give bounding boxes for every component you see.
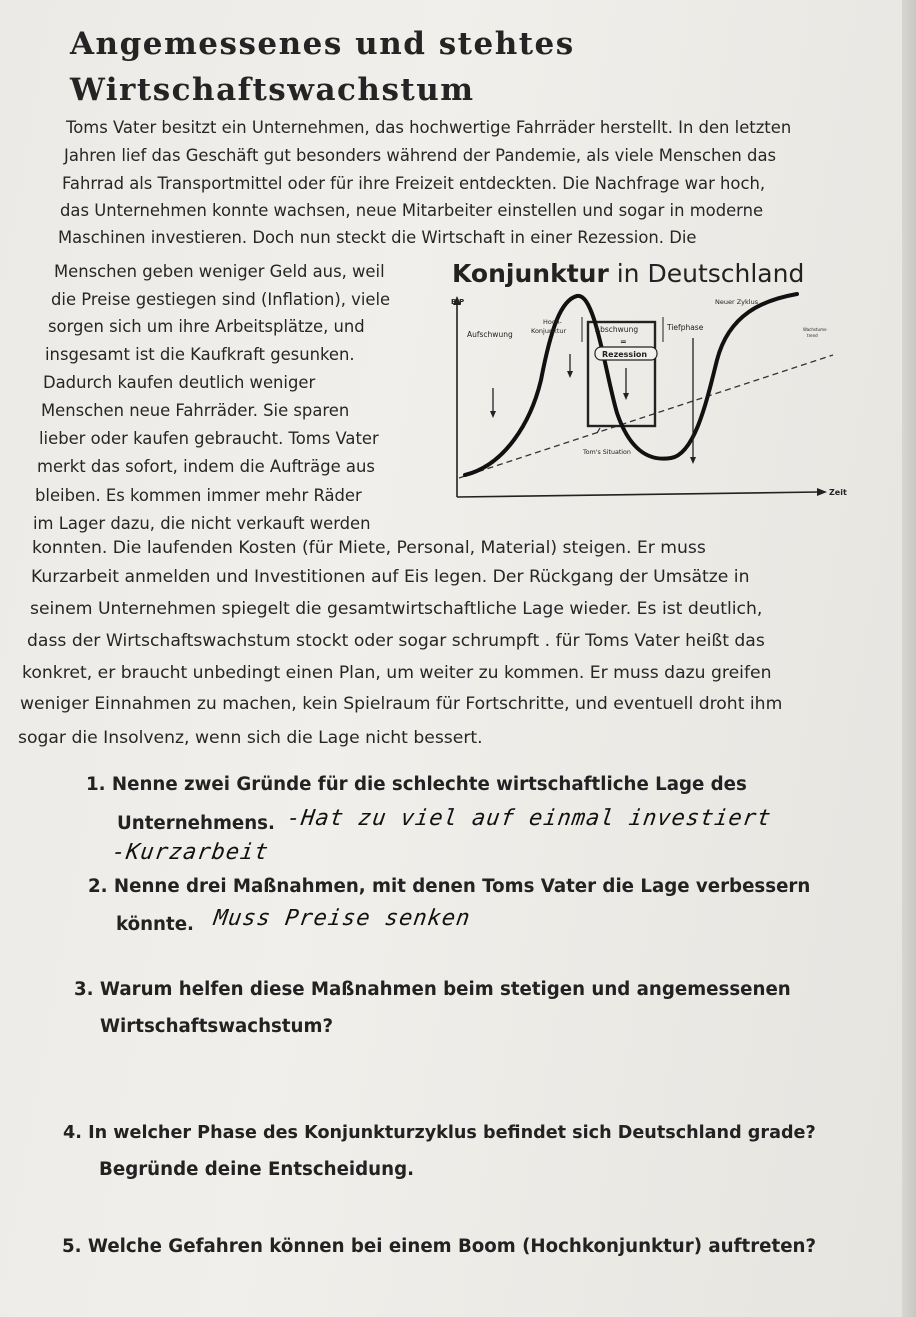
question-1-line-2: Unternehmens.: [117, 813, 275, 834]
paragraph-line: Jahren lief das Geschäft gut besonders während der Pandemie, als viele Menschen das: [64, 146, 777, 165]
chart-title: [452, 259, 804, 288]
phase-arrow-head: [490, 411, 496, 418]
page-shadow-edge: [902, 0, 916, 1317]
paragraph-line: bleiben. Es kommen immer mehr Räder: [35, 486, 362, 505]
phase-label-hoch-2: Konjunktur: [531, 327, 567, 335]
question-number: 2.: [88, 876, 108, 897]
x-axis-arrow: [817, 488, 827, 496]
business-cycle-chart: [445, 290, 845, 512]
question-text: Nenne zwei Gründe für die schlechte wirtschaftliche Lage des: [111, 774, 747, 795]
phase-label-aufschwung: Aufschwung: [467, 330, 513, 339]
question-number: 3.: [74, 979, 94, 1000]
phase-arrow-head: [567, 371, 573, 378]
paragraph-line: Toms Vater besitzt ein Unternehmen, das hochwertige Fahrräder herstellt. In den letzten: [66, 118, 792, 137]
growth-trend-line: [459, 355, 833, 478]
trend-label-2: trend: [807, 333, 818, 338]
paragraph-line: sogar die Insolvenz, wenn sich die Lage nicht bessert.: [18, 728, 483, 748]
question-3-line-2: Wirtschaftswachstum?: [100, 1016, 333, 1037]
paragraph-line: konnten. Die laufenden Kosten (für Miete, Personal, Material) steigen. Er muss: [32, 538, 706, 558]
paragraph-line: merkt das sofort, indem die Aufträge aus: [37, 457, 375, 476]
question-4-line-2: Begründe deine Entscheidung.: [99, 1159, 415, 1180]
worksheet-title-line-2: Wirtschaftswachstum: [70, 72, 475, 108]
question-4: [63, 1123, 816, 1143]
question-number: 1.: [86, 774, 106, 795]
chart-title-rest: in Deutschland: [608, 259, 805, 288]
y-axis-label: BIP: [451, 298, 465, 306]
phase-label-tiefphase: Tiefphase: [667, 323, 704, 332]
question-number: 4.: [63, 1123, 82, 1143]
paragraph-line: insgesamt ist die Kaufkraft gesunken.: [45, 345, 355, 364]
phase-label-equals: =: [620, 337, 627, 346]
paragraph-line: Kurzarbeit anmelden und Investitionen auf Eis legen. Der Rückgang der Umsätze in: [31, 567, 750, 587]
question-text: Welche Gefahren können bei einem Boom (Hochkonjunktur) auftreten?: [87, 1236, 817, 1257]
x-axis: [457, 492, 819, 497]
tom-pointer: [597, 428, 600, 433]
phase-label-abschwung: Abschwung: [595, 325, 639, 334]
question-1: [86, 774, 747, 795]
question-2: [88, 876, 810, 897]
paragraph-line: weniger Einnahmen zu machen, kein Spielraum für Fortschritte, und eventuell droht ihm: [20, 694, 783, 714]
handwritten-answer: Muss Preise senken: [212, 906, 473, 931]
tom-situation-label: Tom's Situation: [583, 449, 631, 456]
phase-label-hoch-1: Hoch-: [543, 318, 562, 326]
trend-label-1: Wachstums-: [803, 327, 828, 332]
phase-label-neuer-zyklus: Neuer Zyklus: [715, 298, 759, 306]
paragraph-line: die Preise gestiegen sind (Inflation), viele: [51, 290, 391, 309]
phase-arrow-head: [623, 393, 629, 400]
question-number: 5.: [62, 1236, 82, 1257]
paragraph-line: konkret, er braucht unbedingt einen Plan, um weiter zu kommen. Er muss dazu greifen: [22, 663, 772, 683]
question-2-line-2: könnte.: [116, 914, 194, 935]
paragraph-line: Menschen geben weniger Geld aus, weil: [54, 262, 385, 281]
paragraph-line: Dadurch kaufen deutlich weniger: [43, 373, 316, 392]
paragraph-line: lieber oder kaufen gebraucht. Toms Vater: [39, 429, 379, 448]
paragraph-line: sorgen sich um ihre Arbeitsplätze, und: [48, 317, 365, 336]
paragraph-line: Fahrrad als Transportmittel oder für ihre Freizeit entdeckten. Die Nachfrage war hoch,: [62, 174, 766, 193]
question-text: In welcher Phase des Konjunkturzyklus befindet sich Deutschland grade?: [88, 1123, 816, 1143]
paragraph-line: Menschen neue Fahrräder. Sie sparen: [41, 401, 350, 420]
question-3: [74, 979, 791, 1000]
paragraph-line: das Unternehmen konnte wachsen, neue Mitarbeiter einstellen und sogar in moderne: [60, 201, 764, 220]
worksheet-title-line-1: Angemessenes und stehtes: [70, 26, 575, 62]
chart-title-bold: Konjunktur: [452, 259, 609, 288]
paragraph-line: dass der Wirtschaftswachstum stockt oder sogar schrumpft . für Toms Vater heißt das: [27, 631, 765, 651]
phase-label-rezession: Rezession: [602, 350, 648, 359]
question-text: Warum helfen diese Maßnahmen beim stetigen und angemessenen: [99, 979, 791, 1000]
question-5: [62, 1236, 816, 1257]
x-axis-label: Zeit: [829, 488, 847, 497]
question-text: Nenne drei Maßnahmen, mit denen Toms Vater die Lage verbessern: [113, 876, 811, 897]
paragraph-line: Maschinen investieren. Doch nun steckt die Wirtschaft in einer Rezession. Die: [58, 228, 697, 247]
paragraph-line: seinem Unternehmen spiegelt die gesamtwirtschaftliche Lage wieder. Es ist deutlich,: [30, 599, 763, 619]
handwritten-answer: -Hat zu viel auf einmal investiert: [285, 806, 774, 831]
handwritten-answer: -Kurzarbeit: [110, 840, 271, 865]
phase-arrow-head: [690, 457, 696, 464]
paragraph-line: im Lager dazu, die nicht verkauft werden: [33, 514, 371, 533]
